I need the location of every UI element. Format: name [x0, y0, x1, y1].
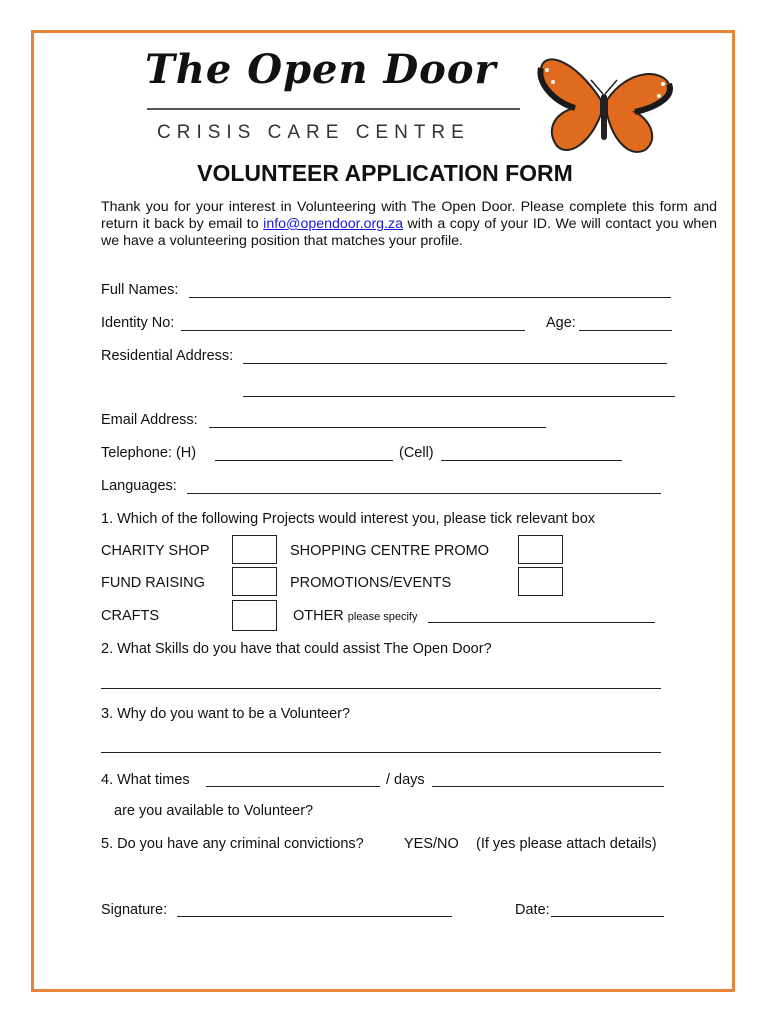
address-line-1[interactable] — [243, 363, 667, 364]
page-title: VOLUNTEER APPLICATION FORM — [197, 160, 573, 186]
days-line[interactable] — [432, 786, 664, 787]
question-4-days: / days — [386, 772, 425, 788]
full-names-line[interactable] — [189, 297, 671, 298]
telephone-home-line[interactable] — [215, 460, 393, 461]
other-hint: please specify — [347, 611, 418, 623]
identity-no-line[interactable] — [181, 330, 525, 331]
date-label: Date: — [515, 902, 550, 918]
projects-question: 1. Which of the following Projects would interest you, please tick relevant box — [101, 511, 596, 527]
question-5-options[interactable]: YES/NO — [404, 836, 459, 852]
charity-shop-checkbox[interactable] — [232, 535, 277, 564]
question-3: 3. Why do you want to be a Volunteer? — [101, 706, 351, 722]
email-address-label: Email Address: — [101, 412, 198, 428]
logo-script: The Open Door — [145, 46, 497, 93]
promotions-events-checkbox[interactable] — [518, 567, 563, 596]
question-5: 5. Do you have any criminal convictions? — [101, 836, 364, 852]
times-line[interactable] — [206, 786, 380, 787]
logo-rule — [147, 108, 520, 110]
question-2: 2. What Skills do you have that could assist The Open Door? — [101, 641, 492, 657]
age-label: Age: — [546, 315, 576, 331]
cell-line[interactable] — [441, 460, 622, 461]
option-promotions-events: PROMOTIONS/EVENTS — [290, 575, 452, 591]
date-line[interactable] — [551, 916, 664, 917]
logo-subtitle: CRISIS CARE CENTRE — [157, 122, 470, 143]
languages-label: Languages: — [101, 478, 177, 494]
signature-label: Signature: — [101, 902, 168, 918]
option-shopping-centre-promo: SHOPPING CENTRE PROMO — [290, 543, 489, 559]
address-line-2[interactable] — [243, 396, 675, 397]
question-4-prefix: 4. What times — [101, 772, 190, 788]
full-names-label: Full Names: — [101, 282, 179, 298]
question-5-note: (If yes please attach details) — [476, 836, 657, 852]
telephone-home-label: Telephone: (H) — [101, 445, 197, 461]
age-line[interactable] — [579, 330, 672, 331]
option-crafts: CRAFTS — [101, 608, 159, 624]
intro-text: Thank you for your interest in Volunteering with The Open Door. Please complete this form and return it back by email to info@opendoor.org.za with a copy of your ID. We will contact you when we have a volunteering position that matches your profile. — [101, 199, 717, 249]
signature-line[interactable] — [177, 916, 452, 917]
languages-line[interactable] — [187, 493, 661, 494]
cell-label: (Cell) — [399, 445, 434, 461]
fund-raising-checkbox[interactable] — [232, 567, 277, 596]
other-specify-line[interactable] — [428, 622, 655, 623]
residential-address-label: Residential Address: — [101, 348, 234, 364]
question-3-answer-line[interactable] — [101, 752, 661, 753]
question-2-answer-line[interactable] — [101, 688, 661, 689]
identity-no-label: Identity No: — [101, 315, 175, 331]
option-fund-raising: FUND RAISING — [101, 575, 205, 591]
email-link[interactable]: info@opendoor.org.za — [263, 216, 403, 232]
butterfly-logo-icon — [535, 50, 675, 158]
question-4-suffix: are you available to Volunteer? — [114, 803, 314, 819]
crafts-checkbox[interactable] — [232, 600, 277, 631]
email-address-line[interactable] — [209, 427, 546, 428]
shopping-centre-promo-checkbox[interactable] — [518, 535, 563, 564]
option-other: OTHER please specify — [293, 608, 418, 624]
option-charity-shop: CHARITY SHOP — [101, 543, 210, 559]
